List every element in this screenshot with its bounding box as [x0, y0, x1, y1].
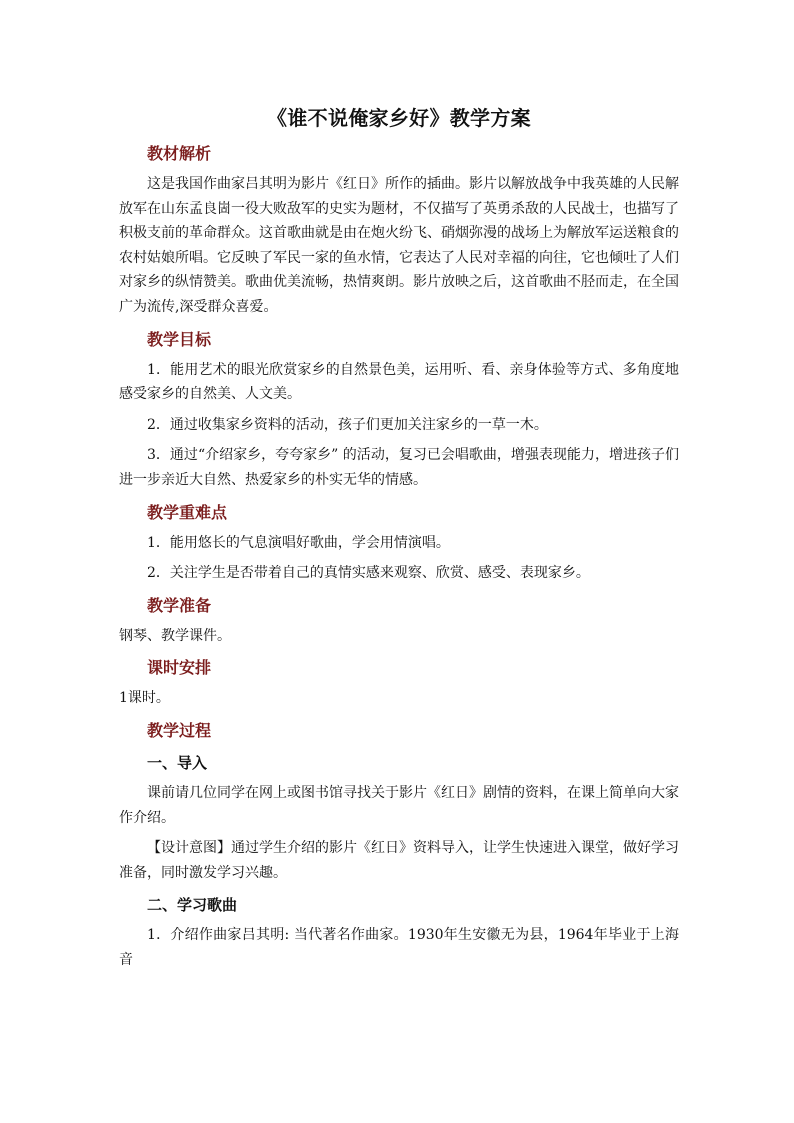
subheading-learn-song: 二、学习歌曲 [147, 896, 238, 915]
intro-paragraph: 课前请几位同学在网上或图书馆寻找关于影片《红日》剧情的资料，在课上简单向大家作介绍。 [119, 784, 679, 826]
section-heading-process: 教学过程 [147, 720, 212, 740]
document-title: 《谁不说俺家乡好》教学方案 [267, 106, 531, 130]
key-point-item-1: 1．能用悠长的气息演唱好歌曲，学会用情演唱。 [147, 534, 450, 551]
document-content [119, 100, 679, 978]
design-intent-paragraph: 【设计意图】通过学生介绍的影片《红日》资料导入，让学生快速进入课堂，做好学习准备，同时激发学习兴趣。 [119, 840, 679, 881]
goal-item-3: 3．通过“介绍家乡，夸夸家乡” 的活动，复习已会唱歌曲，增强表现能力，增进孩子们进一步亲近大自然、热爱家乡的朴实无华的情感。 [119, 447, 679, 488]
learn-song-item-1: 1．介绍作曲家吕其明: 当代著名作曲家。1930年生安徽无为县，1964年毕业于上海音 [119, 927, 679, 968]
goal-item-2: 2．通过收集家乡资料的活动，孩子们更加关注家乡的一草一木。 [147, 416, 548, 433]
analysis-paragraph: 这是我国作曲家吕其明为影片《红日》所作的插曲。影片以解放战争中我英雄的人民解放军在山东孟良崮一役大败敌军的史实为题材，不仅描写了英勇杀敌的人民战士，也描写了积极支前的革命群众。这首歌曲就是由在炮火纷飞、硝烟弥漫的战场上为解放军运送粮食的农村姑娘所唱。它反映了军民一家的鱼水情，它表达了人民对幸福的向往，它也倾吐了人们对家乡的纵情赞美。歌曲优美流畅，热情爽朗。影片放映之后，这首歌曲不胫而走，在全国广为流传,深受群众喜爱。 [119, 176, 679, 315]
schedule-text: 1课时。 [119, 690, 170, 707]
subheading-intro: 一、导入 [147, 753, 208, 772]
goal-item-1: 1．能用艺术的眼光欣赏家乡的自然景色美，运用听、看、亲身体验等方式、多角度地感受家乡的自然美、人文美。 [119, 361, 679, 403]
section-heading-analysis: 教材解析 [147, 144, 212, 163]
key-point-item-2: 2．关注学生是否带着自己的真情实感来观察、欣赏、感受、表现家乡。 [147, 565, 590, 582]
section-heading-goals: 教学目标 [147, 329, 212, 349]
section-heading-key-points: 教学重难点 [147, 502, 228, 522]
section-heading-schedule: 课时安排 [147, 658, 212, 678]
section-heading-preparation: 教学准备 [147, 595, 212, 615]
preparation-text: 钢琴、教学课件。 [119, 627, 231, 644]
